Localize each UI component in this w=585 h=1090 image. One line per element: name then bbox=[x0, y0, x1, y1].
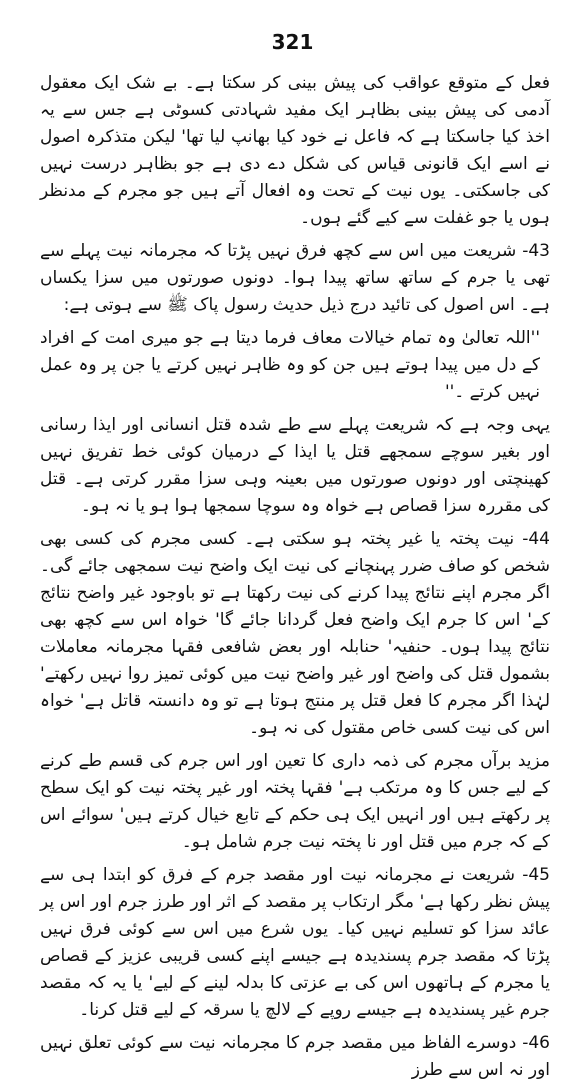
paragraph-44: 44- نیت پختہ یا غیر پختہ ہو سکتی ہے۔ کسی مجرم کی کسی بھی شخص کو صاف ضرر پہنچانے کی نیت ایک واضح نیت سمجھی جائے گی۔ اگر مجرم اپنے نتائج پیدا کرنے کی نیت رکھتا ہے تو باوجود غیر واضح نتائج کے' اس کا جرم ایک واضح فعل گردانا جائے گا' خواہ اس سے کچھ بھی نتائج پیدا ہوں۔ حنفیہ' حنابلہ اور بعض شافعی فقہا مجرمانہ معاملات بشمول قتل کی واضح اور غیر واضح نیت میں کوئی تمیز روا نہیں رکھتے' لہٰذا اگر مجرم کا فعل قتل پر منتج ہوتا ہے تو وہ دانستہ قاتل ہے' خواہ اس کی نیت کسی خاص مقتول کی نہ ہو۔ bbox=[40, 529, 550, 738]
paragraph-1: فعل کے متوقع عواقب کی پیش بینی کر سکتا ہے۔ بے شک ایک معقول آدمی کی پیش بینی بظاہر ایک مفید شہادتی کسوٹی ہے جس سے یہ اخذ کیا جاسکتا ہے کہ فاعل نے خود کیا بھانپ لیا تھا' لیکن متذکرہ اصول نے اسے ایک قانونی قیاس کی شکل دے دی ہے جو بظاہر درست نہیں کی جاسکتی۔ یوں نیت کے تحت وہ افعال آتے ہیں جو مجرم کے مدنظر ہوں یا جو غفلت سے کیے گئے ہوں۔ bbox=[40, 73, 550, 228]
paragraph-45: 45- شریعت نے مجرمانہ نیت اور مقصد جرم کے فرق کو ابتدا ہی سے پیش نظر رکھا ہے' مگر ارتکاب پر مقصد کے اثر اور طرز جرم اور اس پر عائد سزا کو تسلیم نہیں کیا۔ یوں شرع میں اس سے کوئی فرق نہیں پڑتا کہ مقصد جرم پسندیدہ ہے جیسے اپنے کسی قریبی عزیز کے قصاص یا مجرم کے ہاتھوں اس کی بے عزتی کا بدلہ لینے کے لیے' یا یہ کہ مقصد جرم غیر پسندیدہ ہے جیسے روپے کے لالچ یا سرقہ کے لیے قتل کرنا۔ bbox=[40, 865, 550, 1020]
page-body bbox=[40, 70, 550, 1090]
paragraph-43: 43- شریعت میں اس سے کچھ فرق نہیں پڑتا کہ مجرمانہ نیت پہلے سے تھی یا جرم کے ساتھ ساتھ پیدا ہوا۔ دونوں صورتوں میں سزا یکساں ہے۔ اس اصول کی تائید درج ذیل حدیث رسول پاک ﷺ سے ہوتی ہے: bbox=[40, 241, 550, 315]
paragraph-after-quote: یہی وجہ ہے کہ شریعت پہلے سے طے شدہ قتل انسانی اور ایذا رسانی اور بغیر سوچے سمجھے قتل یا ایذا کے درمیان کوئی خط تفریق نہیں کھینچتی اور دونوں صورتوں میں بعینہ وہی سزا مقرر کرتی ہے۔ قتل کی مقررہ سزا قصاص ہے خواہ وہ سوچا سمجھا ہوا ہو یا نہ ہو۔ bbox=[40, 415, 550, 516]
hadith-quote: ''اللہ تعالیٰ وہ تمام خیالات معاف فرما دیتا ہے جو میری امت کے افراد کے دل میں پیدا ہوتے ہیں جن کو وہ ظاہر نہیں کرتے یا جن پر وہ عمل نہیں کرتے ۔'' bbox=[40, 328, 540, 402]
paragraph-46: 46- دوسرے الفاظ میں مقصد جرم کا مجرمانہ نیت سے کوئی تعلق نہیں اور نہ اس سے طرز bbox=[40, 1033, 550, 1080]
paragraph-44-continued: مزید برآں مجرم کی ذمہ داری کا تعین اور اس جرم کی قسم طے کرنے کے لیے جس کا وہ مرتکب ہے' فقہا پختہ اور غیر پختہ نیت کو ایک سطح پر رکھتے ہیں اور انہیں ایک ہی حکم کے تابع خیال کرتے ہیں' سوائے اس کے کہ جرم میں قتل اور نا پختہ نیت جرم شامل ہو۔ bbox=[40, 751, 550, 852]
page-number: 321 bbox=[271, 30, 314, 54]
